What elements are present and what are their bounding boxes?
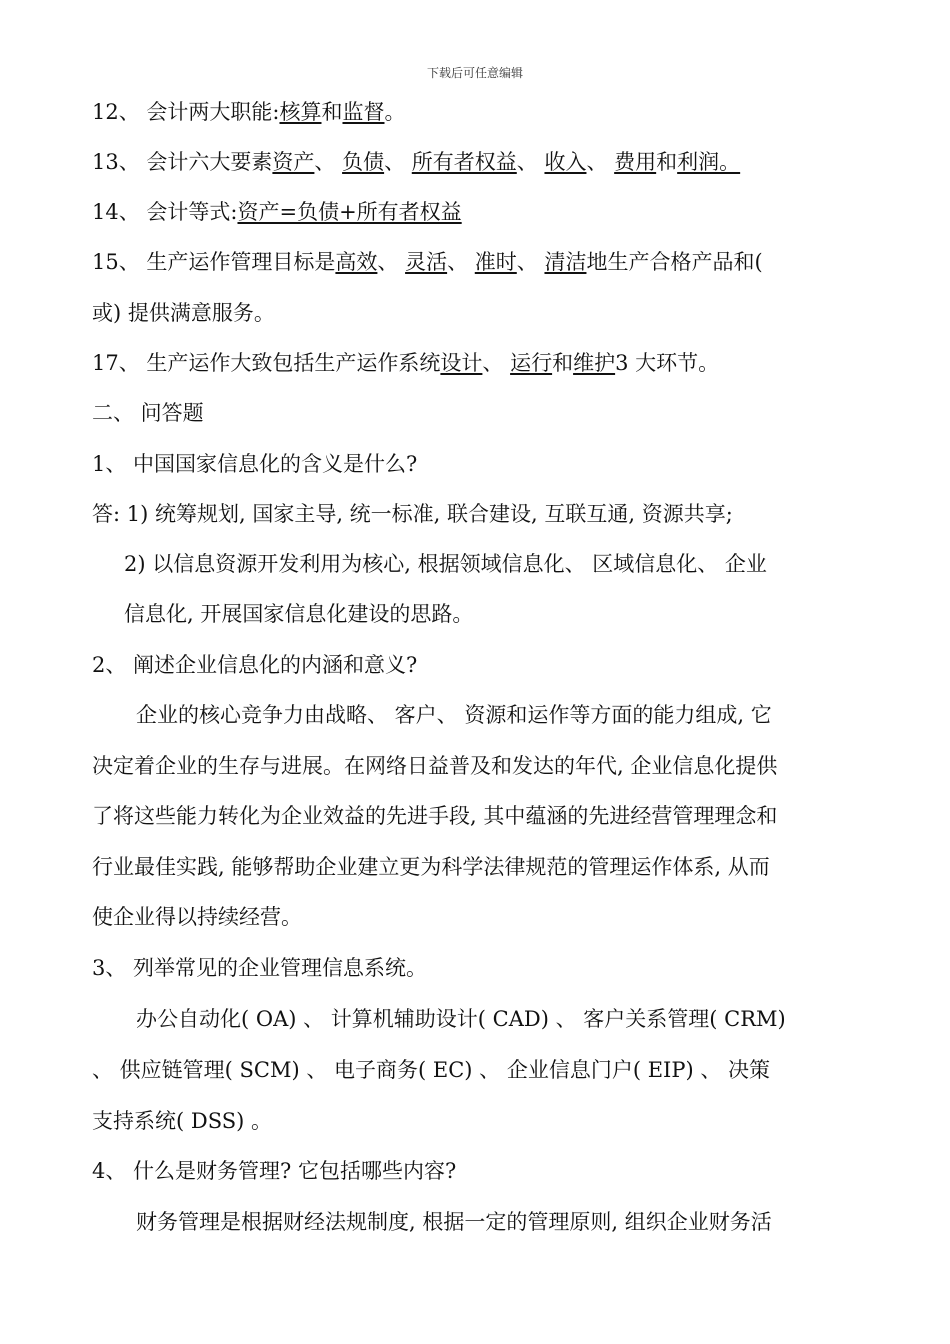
underlined-term: 维护 [573, 351, 616, 375]
underlined-term: 运行 [510, 351, 553, 375]
text-run: 、 [516, 250, 545, 274]
text-run: 决定着企业的生存与进展。在网络日益普及和发达的年代, 企业信息化提供 [92, 754, 778, 778]
text-run: 和 [656, 150, 678, 174]
underlined-term: 收入 [544, 150, 587, 174]
section-heading [92, 400, 862, 426]
item-15-cont [92, 300, 862, 326]
answer-1-line-1 [92, 501, 862, 527]
text-run: 、 [447, 250, 475, 274]
text-run: 财务管理是根据财经法规制度, 根据一定的管理原则, 组织企业财务活 [136, 1210, 772, 1234]
question-1 [92, 451, 862, 477]
answer-3-line-1 [136, 1006, 906, 1032]
question-4 [92, 1158, 862, 1184]
text-run: 办公自动化( OA) 、 计算机辅助设计( CAD) 、 客户关系管理( CRM) [136, 1007, 786, 1031]
underlined-term: 负债 [342, 150, 385, 174]
text-run: 。 [384, 100, 406, 124]
question-2 [92, 652, 862, 678]
text-run: 信息化, 开展国家信息化建设的思路。 [124, 602, 474, 626]
item-17 [92, 350, 862, 376]
text-run: 1、 中国国家信息化的含义是什么? [92, 452, 418, 476]
underlined-term: 资产=负债+所有者权益 [237, 200, 462, 224]
underlined-term: 高效 [335, 250, 378, 274]
text-run: 和 [552, 351, 574, 375]
underlined-term: 准时 [474, 250, 517, 274]
question-3 [92, 955, 862, 981]
text-run: 12、 会计两大职能: [92, 100, 280, 124]
text-run: 、 供应链管理( SCM) 、 电子商务( EC) 、 企业信息门户( EIP) 、 决策 [92, 1058, 771, 1082]
answer-2-line-3 [92, 803, 862, 829]
answer-1-line-2 [124, 551, 894, 577]
item-12 [92, 99, 862, 125]
underlined-term: 核算 [279, 100, 322, 124]
item-15 [92, 249, 862, 275]
text-run: 支持系统( DSS) 。 [92, 1109, 272, 1133]
text-run: 了将这些能力转化为企业效益的先进手段, 其中蕴涵的先进经营管理理念和 [92, 804, 778, 828]
text-run: 、 [314, 150, 343, 174]
text-run: 、 [377, 250, 406, 274]
answer-2-line-2 [92, 753, 862, 779]
text-run: 、 [482, 351, 511, 375]
answer-2-line-5 [92, 904, 862, 930]
underlined-term: 监督 [342, 100, 385, 124]
text-run: 14、 会计等式: [92, 200, 238, 224]
text-run: 二、 问答题 [92, 401, 204, 425]
item-13 [92, 149, 862, 175]
text-run: 3、 列举常见的企业管理信息系统。 [92, 956, 428, 980]
underlined-term: 利润。 [677, 150, 741, 174]
answer-2-line-1 [136, 702, 906, 728]
underlined-term: 资产 [272, 150, 315, 174]
answer-2-line-4 [92, 854, 862, 880]
page-header: 下载后可任意编辑 [426, 66, 523, 80]
text-run: 和 [321, 100, 343, 124]
text-run: 答: 1) 统筹规划, 国家主导, 统一标准, 联合建设, 互联互通, 资源共享; [92, 502, 733, 526]
underlined-term: 费用 [614, 150, 657, 174]
text-run: 地生产合格产品和( [586, 250, 763, 274]
answer-3-line-3 [92, 1108, 862, 1134]
text-run: 15、 生产运作管理目标是 [92, 250, 336, 274]
underlined-term: 灵活 [405, 250, 448, 274]
text-run: 行业最佳实践, 能够帮助企业建立更为科学法律规范的管理运作体系, 从而 [92, 855, 770, 879]
answer-4-line-1 [136, 1209, 906, 1235]
answer-3-line-2 [92, 1057, 862, 1083]
item-14 [92, 199, 862, 225]
text-run: 4、 什么是财务管理? 它包括哪些内容? [92, 1159, 457, 1183]
underlined-term: 所有者权益 [411, 150, 517, 174]
text-run: 17、 生产运作大致包括生产运作系统 [92, 351, 441, 375]
text-run: 或) 提供满意服务。 [92, 301, 275, 325]
answer-1-line-3 [124, 601, 894, 627]
text-run: 13、 会计六大要素 [92, 150, 273, 174]
text-run: 2、 阐述企业信息化的内涵和意义? [92, 653, 418, 677]
text-run: 、 [586, 150, 615, 174]
text-run: 2) 以信息资源开发利用为核心, 根据领域信息化、 区域信息化、 企业 [124, 552, 767, 576]
underlined-term: 清洁 [544, 250, 587, 274]
text-run: 企业的核心竞争力由战略、 客户、 资源和运作等方面的能力组成, 它 [136, 703, 772, 727]
underlined-term: 设计 [440, 351, 483, 375]
text-run: 、 [384, 150, 412, 174]
text-run: 使企业得以持续经营。 [92, 905, 302, 929]
text-run: 、 [516, 150, 545, 174]
text-run: 3 大环节。 [615, 351, 720, 375]
